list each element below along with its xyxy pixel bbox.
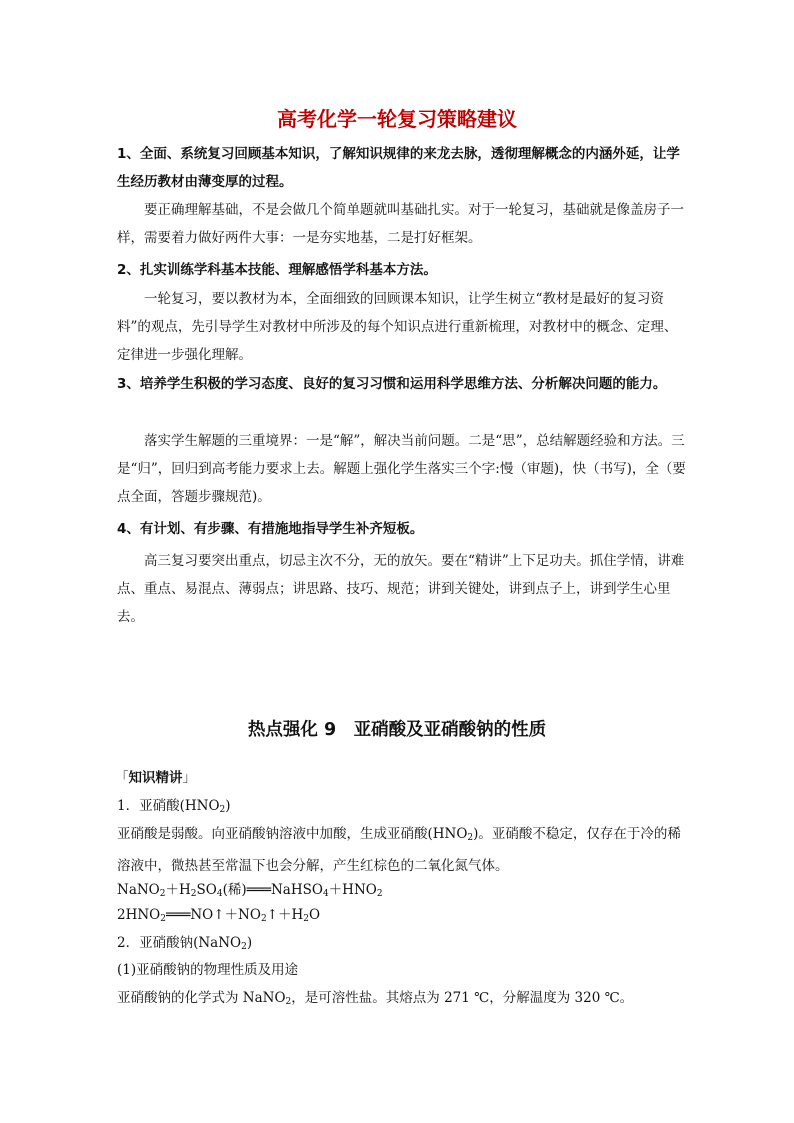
subscript: 2	[376, 889, 383, 899]
item-1-text-end: )	[225, 798, 231, 814]
eq-part: O	[309, 907, 321, 923]
tag-bracket-close: 」	[182, 770, 196, 786]
paragraph-2: 一轮复习，要以教材为本，全面细致的回顾课本知识，让学生树立“教材是最好的复习资料”的观点，先引导学生对教材中所涉及的每个知识点进行重新梳理，对教材中的概念、定理、定律进一步强化理解。	[117, 291, 678, 363]
paragraph-1: 要正确理解基础，不是会做几个简单题就叫基础扎实。对于一轮复习，基础就是像盖房子一样，需要着力做好两件大事：一是夯实地基，二是打好框架。	[117, 202, 684, 246]
subscript: 2	[241, 942, 247, 952]
eq-part: NaNO	[117, 882, 160, 898]
tag-bracket-open: 「	[115, 770, 129, 786]
subitem-body-a: 亚硝酸钠的化学式为 NaNO	[117, 990, 286, 1006]
item-1-text: 1．亚硝酸(HNO	[117, 798, 220, 814]
tag-label: 知识精讲	[128, 770, 183, 786]
subscript: 2	[160, 914, 166, 924]
eq-part: ＋HNO	[328, 882, 377, 898]
item-1-body	[117, 820, 687, 880]
subscript: 2	[159, 889, 166, 899]
knowledge-tag	[115, 766, 196, 786]
eq-part: SO	[196, 882, 217, 898]
heading-2: 2、扎实训练学科基本技能、理解感悟学科基本方法。	[117, 262, 437, 278]
subscript: 2	[260, 914, 267, 924]
eq-part: ＋H	[165, 882, 191, 898]
subitem-1-body	[117, 984, 633, 1016]
subscript: 4	[322, 889, 329, 899]
eq-part: ═══NO↑＋NO	[165, 907, 261, 923]
item-2-text: 2．亚硝酸钠(NaNO	[117, 935, 242, 951]
item-2-text-end: )	[246, 935, 253, 951]
paragraph-4: 高三复习要突出重点，切忌主次不分，无的放矢。要在“精讲”上下足功夫。抓住学情，讲难点、重点、易混点、薄弱点；讲思路、技巧、规范；讲到关键处，讲到点子上，讲到学生心里去。	[117, 553, 685, 625]
subscript: 2	[303, 914, 310, 924]
subitem-body-b: ，是可溶性盐。其熔点为 271 ℃，分解温度为 320 ℃。	[291, 990, 634, 1006]
subscript: 2	[219, 805, 226, 815]
eq-part: ↑＋H	[266, 907, 304, 923]
heading-4: 4、有计划、有步骤、有措施地指导学生补齐短板。	[117, 521, 424, 537]
section-title: 热点强化 9 亚硝酸及亚硝酸钠的性质	[247, 720, 547, 740]
eq-part: (稀)═══NaHSO	[222, 882, 323, 898]
heading-1: 1、全面、系统复习回顾基本知识，了解知识规律的来龙去脉，透彻理解概念的内涵外延，让学生经历教材由薄变厚的过程。	[117, 146, 680, 190]
subscript: 2	[467, 833, 474, 843]
subscript: 2	[190, 889, 197, 899]
heading-3: 3、培养学生积极的学习态度、良好的复习习惯和运用科学思维方法、分析解决问题的能力。	[117, 376, 667, 392]
eq-part: 2HNO	[117, 907, 161, 923]
item-1-body-a: 亚硝酸是弱酸。向亚硝酸钠溶液中加酸，生成亚硝酸(HNO	[117, 826, 468, 842]
item-1-body-b: )。亚硝酸不稳定，仅存在于冷的稀溶液中，微热甚至常温下也会分解，产生红棕色的二氧化氮气体。	[117, 826, 681, 874]
subitem-1-heading: (1)亚硝酸钠的物理性质及用途	[117, 962, 299, 978]
subscript: 4	[216, 889, 223, 899]
page-title: 高考化学一轮复习策略建议	[277, 107, 517, 131]
subscript: 2	[285, 997, 292, 1007]
paragraph-3: 落实学生解题的三重境界：一是“解”，解决当前问题。二是“思”，总结解题经验和方法。三是“归”，回归到高考能力要求上去。解题上强化学生落实三个字:慢（审题)，快（书写)，全（要点全面，答题步骤规范)。	[117, 433, 686, 505]
